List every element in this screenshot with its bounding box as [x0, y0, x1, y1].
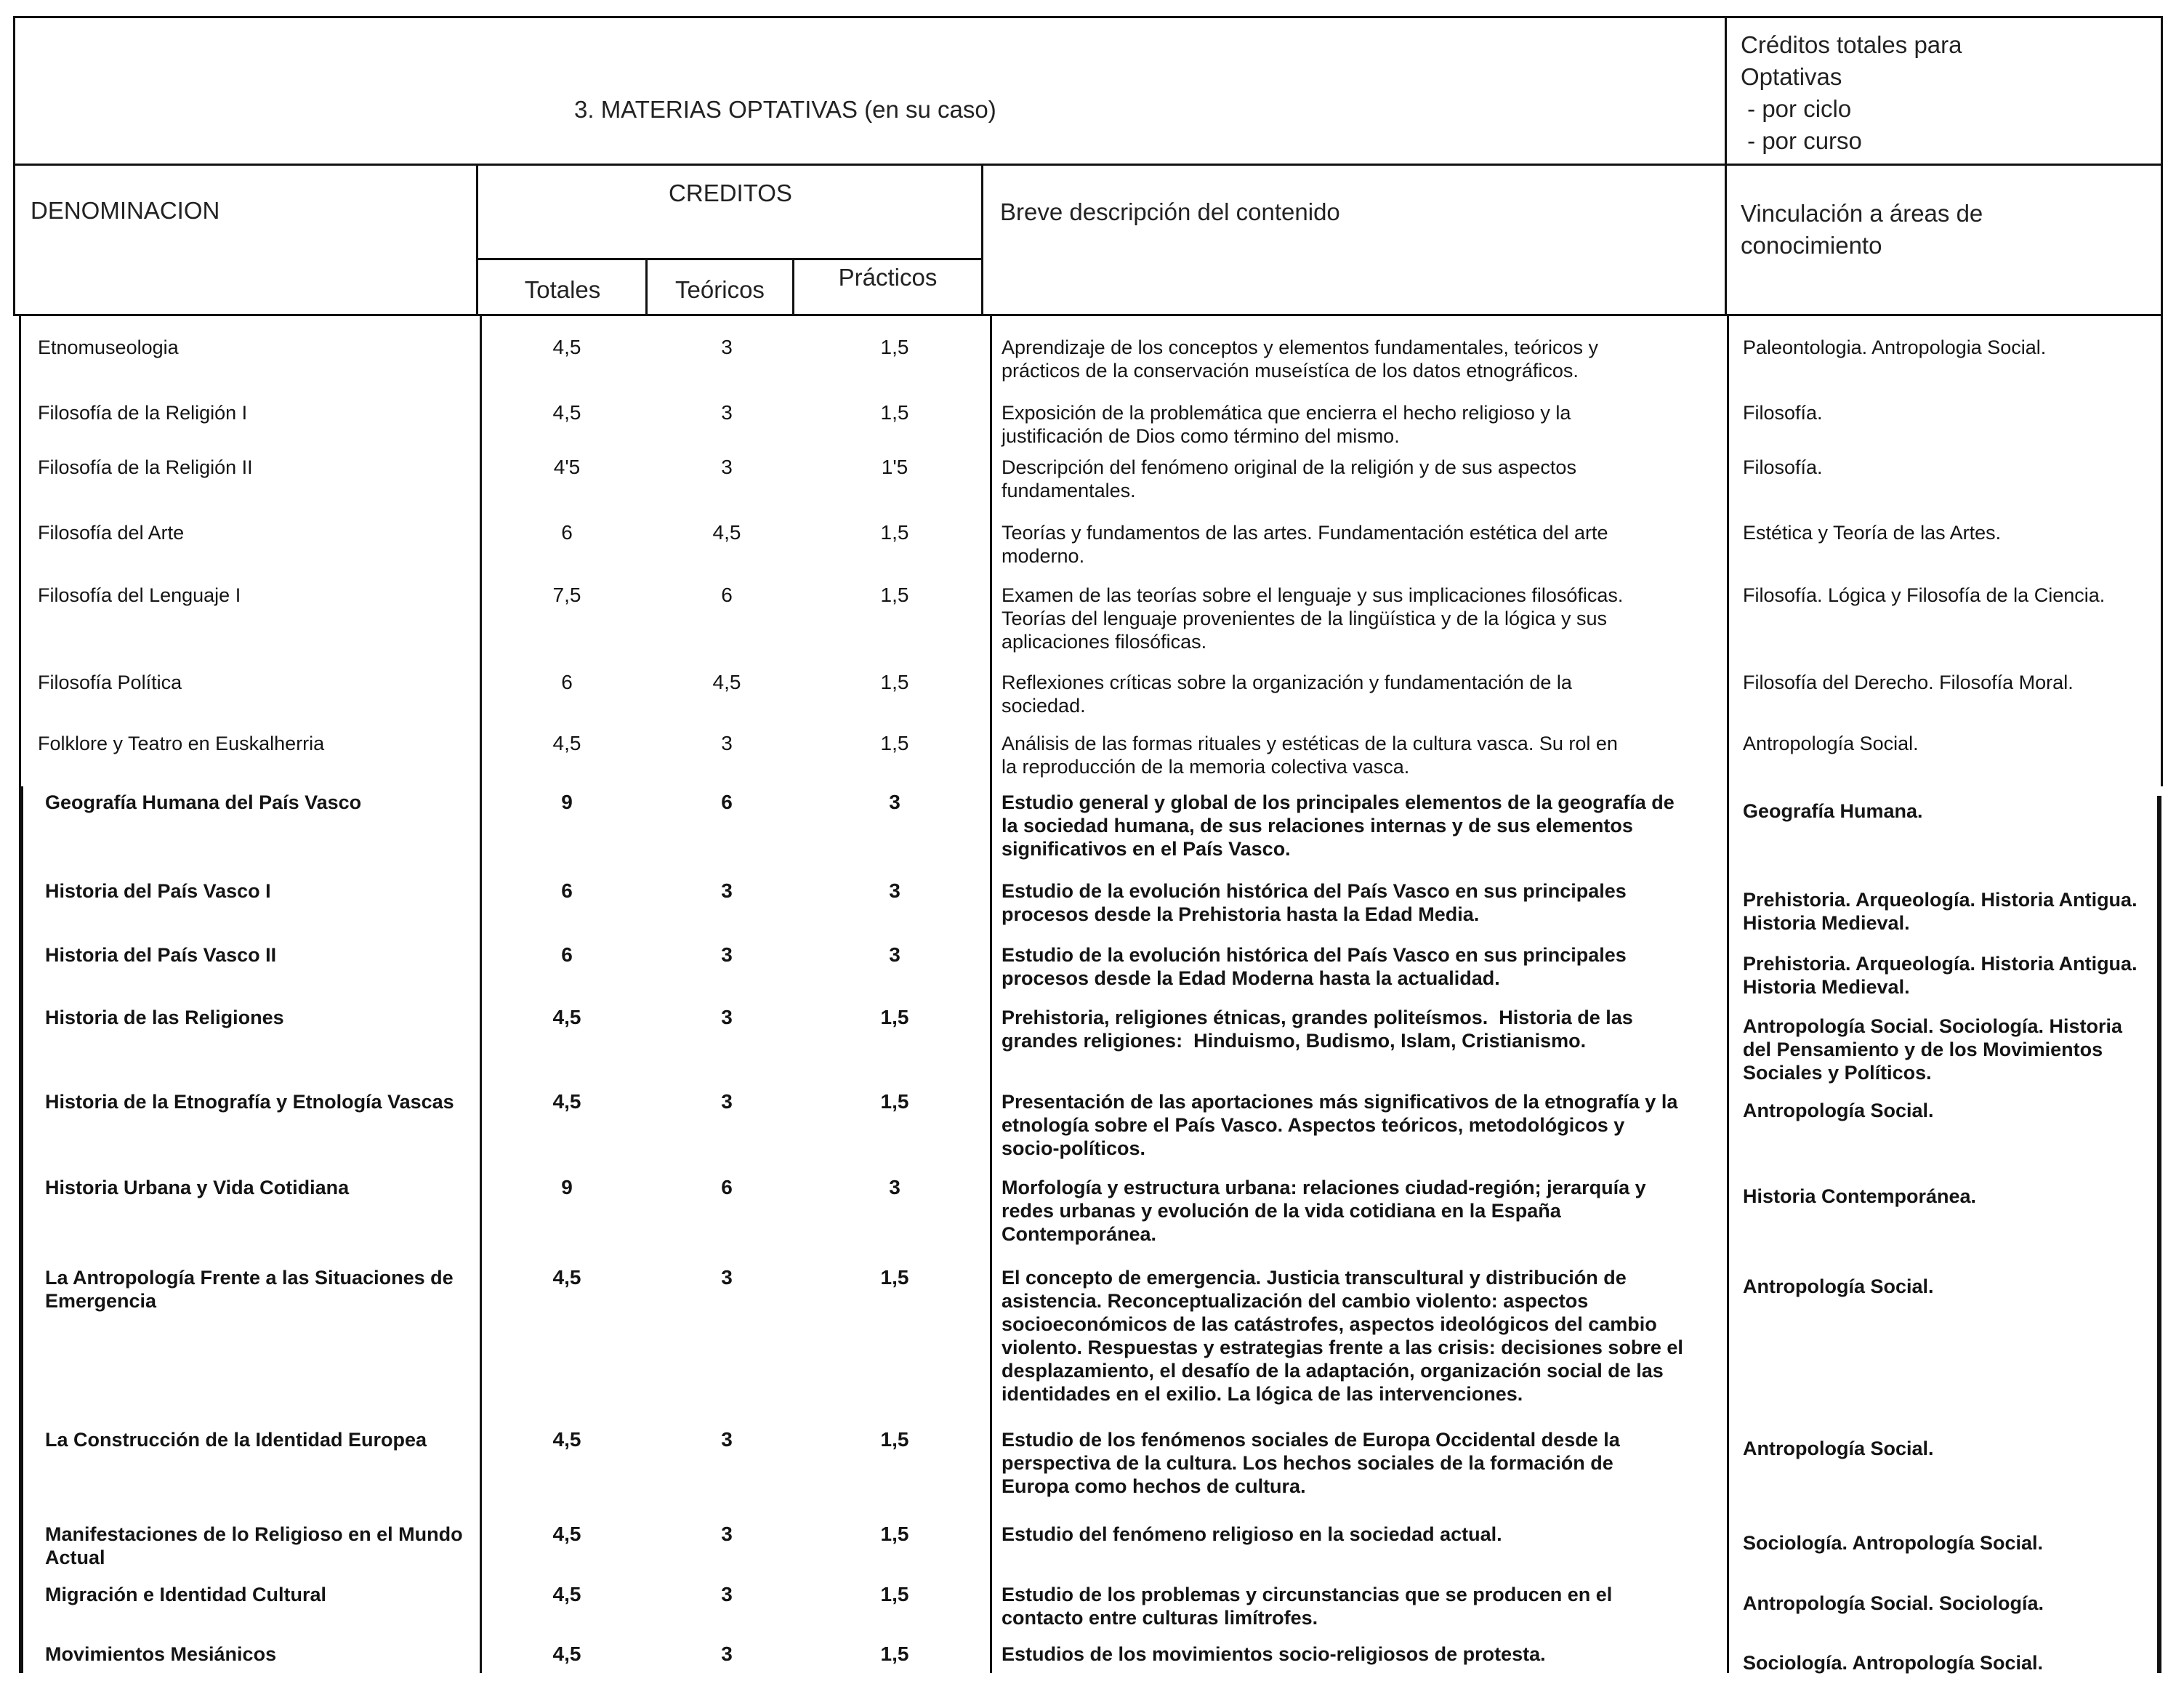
course-description-line: perspectiva de la cultura. Los hechos sociales de la formación de [1002, 1452, 1613, 1474]
course-description [1002, 1523, 1721, 1546]
knowledge-area-line: Sociología. Antropología Social. [1743, 1532, 2044, 1554]
credits-teoricos: 3 [721, 401, 733, 424]
credits-practicos: 1,5 [880, 1583, 909, 1605]
credits-practicos: 1,5 [880, 1006, 909, 1028]
course-description-line: fundamentales. [1002, 480, 1136, 501]
knowledge-area-line: Antropología Social. Sociología. Historia [1743, 1015, 2123, 1037]
knowledge-areas [1743, 401, 2153, 424]
knowledge-areas [1743, 952, 2153, 999]
credits-teoricos: 3 [721, 1090, 733, 1113]
knowledge-area-line: Historia Contemporánea. [1743, 1185, 1977, 1207]
col-sep-body-creditos-left [480, 314, 482, 1673]
credits-totales: 9 [561, 1176, 573, 1198]
course-description-line: Estudio de los problemas y circunstancias que se producen en el [1002, 1584, 1613, 1605]
course-description [1002, 1266, 1721, 1406]
col-header-totales: Totales [524, 276, 601, 303]
course-description-line: Europa como hechos de cultura. [1002, 1475, 1306, 1497]
credits-teoricos: 3 [721, 732, 733, 754]
course-description-line: asistencia. Reconceptualización del cambio violento: aspectos [1002, 1290, 1589, 1312]
credits-totales: 4,5 [552, 1090, 581, 1113]
credits-total-line-4: - por curso [1741, 127, 1862, 154]
credits-teoricos: 3 [721, 456, 733, 478]
course-name: Filosofía del Lenguaje I [38, 584, 241, 606]
knowledge-area-line: Antropología Social. Sociología. [1743, 1592, 2044, 1614]
course-description [1002, 1428, 1721, 1498]
credits-totales: 6 [561, 879, 573, 902]
body-left-border-bold [19, 786, 23, 1673]
knowledge-area-line: Historia Medieval. [1743, 976, 1910, 998]
course-description [1002, 732, 1721, 778]
knowledge-areas [1743, 799, 2153, 823]
course-description-line: Aprendizaje de los conceptos y elementos fundamentales, teóricos y [1002, 336, 1598, 358]
left-border [13, 16, 15, 314]
course-description-line: Teorías del lenguaje provenientes de la lingüística y de la lógica y sus [1002, 608, 1608, 629]
credits-totales: 7,5 [552, 584, 581, 606]
credits-total-line-2: Optativas [1741, 63, 1842, 90]
knowledge-areas [1743, 1185, 2153, 1208]
credits-practicos: 3 [889, 1176, 900, 1198]
knowledge-areas [1743, 1099, 2153, 1122]
course-description [1002, 1090, 1721, 1160]
course-name: Historia del País Vasco I [45, 880, 271, 902]
course-description [1002, 584, 1721, 653]
credits-totales: 6 [561, 671, 573, 693]
knowledge-areas [1743, 456, 2153, 479]
col-sep-header-creditos-left [476, 164, 478, 314]
course-description-line: la sociedad humana, de sus relaciones internas y de sus elementos [1002, 815, 1633, 837]
course-description-line: grandes religiones: Hinduismo, Budismo, Islam, Cristianismo. [1002, 1030, 1587, 1052]
credits-teoricos: 3 [721, 1523, 733, 1545]
course-description-line: Examen de las teorías sobre el lenguaje y sus implicaciones filosóficas. [1002, 584, 1624, 606]
course-name: Filosofía de la Religión II [38, 456, 253, 478]
credits-practicos: 1,5 [880, 521, 909, 544]
credits-teoricos: 6 [721, 584, 733, 606]
credits-practicos: 1,5 [880, 1428, 909, 1451]
course-description-line: socioeconómicos de las catástrofes, aspectos ideológicos del cambio [1002, 1313, 1657, 1335]
credits-practicos: 1,5 [880, 1266, 909, 1289]
course-description-line: Contemporánea. [1002, 1223, 1157, 1245]
credits-practicos: 1,5 [880, 401, 909, 424]
credits-total-box [1741, 29, 1962, 157]
course-description-line: procesos desde la Edad Moderna hasta la actualidad. [1002, 967, 1500, 989]
knowledge-area-line: Paleontologia. Antropologia Social. [1743, 336, 2047, 358]
credits-practicos: 1,5 [880, 732, 909, 754]
credits-practicos: 3 [889, 879, 900, 902]
course-description-line: Descripción del fenómeno original de la religión y de sus aspectos [1002, 456, 1576, 478]
course-description-line: etnología sobre el País Vasco. Aspectos teóricos, metodológicos y [1002, 1114, 1625, 1136]
course-description-line: violento. Respuestas y estrategias frente a las crisis: decisiones sobre el [1002, 1337, 1683, 1358]
credits-teoricos: 6 [721, 791, 733, 813]
course-description-line: Presentación de las aportaciones más significativos de la etnografía y la [1002, 1091, 1678, 1113]
course-description-line: identidades en el exilio. La lógica de las intervenciones. [1002, 1383, 1523, 1405]
course-description-line: Morfología y estructura urbana: relaciones ciudad-región; jerarquía y [1002, 1177, 1646, 1198]
credits-practicos: 3 [889, 791, 900, 813]
course-name: Historia del País Vasco II [45, 944, 277, 966]
course-description-line: desplazamiento, el desafío de la adaptación, organización social de las [1002, 1360, 1664, 1382]
col-header-creditos: CREDITOS [669, 180, 792, 206]
course-description-line: aplicaciones filosóficas. [1002, 631, 1207, 653]
course-description-line: Exposición de la problemática que encierra el hecho religioso y la [1002, 402, 1571, 424]
knowledge-areas [1743, 336, 2153, 359]
knowledge-area-line: Antropología Social. [1743, 1438, 1934, 1459]
knowledge-area-line: Sociología. Antropología Social. [1743, 1652, 2044, 1674]
course-description [1002, 336, 1721, 382]
knowledge-area-line: Antropología Social. [1743, 1275, 1934, 1297]
course-description-line: Análisis de las formas rituales y estéticas de la cultura vasca. Su rol en [1002, 733, 1618, 754]
credits-practicos: 1,5 [880, 1642, 909, 1665]
credits-teoricos: 3 [721, 879, 733, 902]
course-description-line: contacto entre culturas limítrofes. [1002, 1607, 1318, 1629]
knowledge-areas [1743, 521, 2153, 544]
course-description [1002, 521, 1721, 568]
right-border [2161, 16, 2163, 786]
course-description-line: sociedad. [1002, 695, 1086, 717]
course-description [1002, 791, 1721, 860]
course-description-line: redes urbanas y evolución de la vida cotidiana en la España [1002, 1200, 1561, 1222]
course-name: Geografía Humana del País Vasco [45, 791, 362, 813]
credits-teoricos: 4,5 [712, 521, 741, 544]
course-name: Filosofía del Arte [38, 522, 185, 544]
credits-totales: 4,5 [552, 1006, 581, 1028]
col-header-vinculacion [1741, 198, 1983, 262]
credits-practicos: 1,5 [880, 1523, 909, 1545]
knowledge-areas [1743, 671, 2153, 694]
knowledge-area-line: Geografía Humana. [1743, 800, 1923, 822]
knowledge-areas [1743, 888, 2153, 935]
course-description [1002, 943, 1721, 990]
course-name: Folklore y Teatro en Euskalherria [38, 733, 325, 754]
course-description [1002, 401, 1721, 448]
credits-totales: 4,5 [552, 1428, 581, 1451]
course-name: Etnomuseologia [38, 336, 179, 358]
course-name: Movimientos Mesiánicos [45, 1643, 277, 1665]
col-header-practicos: Prácticos [838, 264, 938, 291]
col-header-teoricos: Teóricos [675, 276, 765, 303]
col-header-denominacion: DENOMINACION [31, 197, 220, 224]
credits-teoricos: 3 [721, 1428, 733, 1451]
course-description-line: Estudio general y global de los principales elementos de la geografía de [1002, 791, 1675, 813]
credits-totales: 4,5 [552, 1583, 581, 1605]
course-description [1002, 1642, 1721, 1666]
credits-practicos: 3 [889, 943, 900, 966]
course-name: Historia de la Etnografía y Etnología Vascas [45, 1091, 454, 1113]
col-header-vinculacion-line-1: Vinculación a áreas de [1741, 200, 1983, 227]
credits-teoricos: 3 [721, 1583, 733, 1605]
course-description [1002, 1583, 1721, 1629]
credits-totales: 4,5 [552, 401, 581, 424]
header-bottom-border [13, 314, 2163, 316]
credits-practicos: 1'5 [881, 456, 908, 478]
knowledge-areas [1743, 1592, 2153, 1615]
credits-totales: 4,5 [552, 336, 581, 358]
course-description-line: procesos desde la Prehistoria hasta la Edad Media. [1002, 903, 1480, 925]
knowledge-area-line: Prehistoria. Arqueología. Historia Antigua. [1743, 953, 2137, 975]
credits-practicos: 1,5 [880, 336, 909, 358]
knowledge-area-line: Sociales y Políticos. [1743, 1062, 1932, 1084]
col-header-descripcion: Breve descripción del contenido [1000, 198, 1340, 225]
col-header-vinculacion-line-2: conocimiento [1741, 232, 1882, 259]
course-description-line: Estudio del fenómeno religioso en la sociedad actual. [1002, 1523, 1502, 1545]
course-name: La Construcción de la Identidad Europea [45, 1429, 427, 1451]
course-description-line: Estudio de los fenómenos sociales de Europa Occidental desde la [1002, 1429, 1620, 1451]
knowledge-areas [1743, 1015, 2153, 1084]
course-description-line: Estudio de la evolución histórica del País Vasco en sus principales [1002, 880, 1627, 902]
course-description-line: prácticos de la conservación museístíca de los datos etnográficos. [1002, 360, 1579, 382]
credits-totales: 4,5 [552, 1523, 581, 1545]
col-sep-body-creditos-right [990, 314, 992, 1673]
credits-total-line-3: - por ciclo [1741, 95, 1852, 122]
top-border [13, 16, 2163, 18]
course-description-line: Estudios de los movimientos socio-religiosos de protesta. [1002, 1643, 1546, 1665]
body-left-border [19, 314, 21, 786]
credits-totales: 4,5 [552, 1642, 581, 1665]
credits-teoricos: 3 [721, 1266, 733, 1289]
subheader-border [476, 258, 981, 260]
credits-practicos: 1,5 [880, 671, 909, 693]
course-name: Filosofía de la Religión I [38, 402, 248, 424]
course-name: La Antropología Frente a las Situaciones de Emergencia [45, 1267, 454, 1312]
credits-teoricos: 4,5 [712, 671, 741, 693]
knowledge-areas [1743, 584, 2153, 607]
section-title: 3. MATERIAS OPTATIVAS (en su caso) [574, 96, 996, 123]
credits-practicos: 1,5 [880, 584, 909, 606]
knowledge-area-line: Filosofía. Lógica y Filosofía de la Ciencia. [1743, 584, 2106, 606]
course-name: Historia de las Religiones [45, 1007, 284, 1028]
knowledge-area-line: Filosofía. [1743, 402, 1823, 424]
credits-totales: 6 [561, 521, 573, 544]
knowledge-area-line: Prehistoria. Arqueología. Historia Antigua. [1743, 889, 2137, 911]
course-description [1002, 671, 1721, 717]
col-sep-body-vinculacion [1727, 314, 1729, 1673]
knowledge-area-line: Filosofía del Derecho. Filosofía Moral. [1743, 672, 2074, 693]
knowledge-area-line: Filosofía. [1743, 456, 1823, 478]
course-description-line: Reflexiones críticas sobre la organización y fundamentación de la [1002, 672, 1572, 693]
course-description-line: justificación de Dios como término del mismo. [1002, 425, 1400, 447]
course-description-line: socio-políticos. [1002, 1137, 1146, 1159]
credits-teoricos: 3 [721, 336, 733, 358]
course-name: Filosofía Política [38, 672, 182, 693]
knowledge-areas [1743, 1531, 2153, 1555]
course-name: Migración e Identidad Cultural [45, 1584, 327, 1605]
course-description-line: El concepto de emergencia. Justicia transcultural y distribución de [1002, 1267, 1627, 1289]
credits-totales: 4'5 [553, 456, 581, 478]
course-description-line: significativos en el País Vasco. [1002, 838, 1291, 860]
course-description-line: moderno. [1002, 545, 1085, 567]
credits-totales: 4,5 [552, 732, 581, 754]
body-right-border-bold [2157, 796, 2161, 1673]
credits-totales: 9 [561, 791, 573, 813]
credits-practicos: 1,5 [880, 1090, 909, 1113]
col-sep-header-creditos-right [981, 164, 983, 314]
knowledge-area-line: Estética y Teoría de las Artes. [1743, 522, 2002, 544]
knowledge-areas [1743, 732, 2153, 755]
credits-total-line-1: Créditos totales para [1741, 31, 1962, 58]
credits-teoricos: 3 [721, 1006, 733, 1028]
knowledge-area-line: del Pensamiento y de los Movimientos [1743, 1039, 2103, 1060]
credits-teoricos: 3 [721, 943, 733, 966]
knowledge-areas [1743, 1651, 2153, 1674]
credits-totales: 4,5 [552, 1266, 581, 1289]
course-description [1002, 456, 1721, 502]
credits-teoricos: 3 [721, 1642, 733, 1665]
knowledge-areas [1743, 1437, 2153, 1460]
course-name: Manifestaciones de lo Religioso en el Mundo Actual [45, 1523, 463, 1568]
title-row-bottom-border [13, 164, 2163, 166]
course-description [1002, 1176, 1721, 1246]
knowledge-area-line: Historia Medieval. [1743, 912, 1910, 934]
credits-totales: 6 [561, 943, 573, 966]
course-description [1002, 879, 1721, 926]
credits-teoricos: 6 [721, 1176, 733, 1198]
course-description-line: Prehistoria, religiones étnicas, grandes politeísmos. Historia de las [1002, 1007, 1633, 1028]
knowledge-areas [1743, 1275, 2153, 1298]
course-description-line: Estudio de la evolución histórica del País Vasco en sus principales [1002, 944, 1627, 966]
course-description [1002, 1006, 1721, 1052]
knowledge-area-line: Antropología Social. [1743, 733, 1919, 754]
knowledge-area-line: Antropología Social. [1743, 1100, 1934, 1121]
course-description-line: la reproducción de la memoria colectiva vasca. [1002, 756, 1410, 778]
course-description-line: Teorías y fundamentos de las artes. Fundamentación estética del arte [1002, 522, 1608, 544]
col-sep-header-vinculacion [1725, 16, 1727, 314]
course-name: Historia Urbana y Vida Cotidiana [45, 1177, 350, 1198]
